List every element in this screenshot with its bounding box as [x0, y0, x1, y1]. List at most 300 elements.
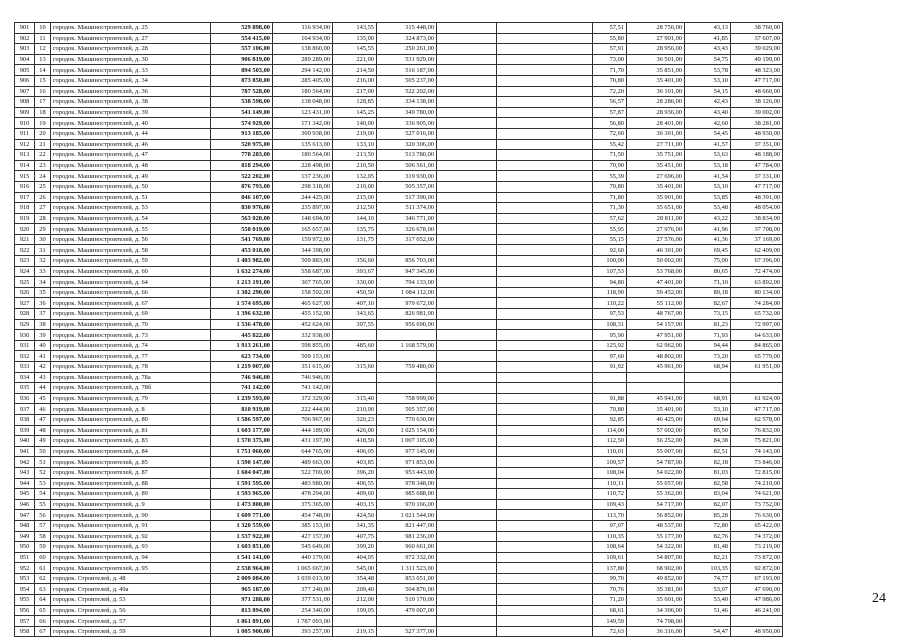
- cell-area: 219,00: [333, 128, 377, 139]
- cell-area-share: 71,10: [685, 277, 731, 288]
- cell-total-cost: 1 591 595,00: [211, 478, 273, 489]
- cell-extra-col-2: [497, 425, 593, 436]
- cell-area: 320,23: [333, 414, 377, 425]
- cell-item-number: 58: [35, 531, 51, 542]
- cell-rate: [593, 372, 627, 383]
- cell-amount: 56 852,00: [627, 510, 685, 521]
- cell-area: 450,50: [333, 287, 377, 298]
- cell-cost-part-1: 244 425,00: [273, 192, 333, 203]
- cell-item-number: 10: [35, 23, 51, 34]
- cell-item-number: 57: [35, 520, 51, 531]
- cell-area-share: 53,78: [685, 65, 731, 76]
- table-row: [15, 478, 783, 489]
- cell-share-amount: 48 188,00: [731, 150, 783, 161]
- table-row: [15, 54, 783, 65]
- cell-row-index: 929: [15, 319, 35, 330]
- cell-cost-part-2: 1 021 544,00: [377, 510, 437, 521]
- cell-item-number: 38: [35, 319, 51, 330]
- cell-amount: 54 717,00: [627, 499, 685, 510]
- cell-amount: 48 767,00: [627, 309, 685, 320]
- cell-extra-col-2: [497, 139, 593, 150]
- cell-share-amount: 48 660,00: [731, 86, 783, 97]
- cell-extra-col-1: [437, 33, 497, 44]
- cell-area-share: 54,45: [685, 128, 731, 139]
- cell-share-amount: 47 717,00: [731, 404, 783, 415]
- table-row: [15, 298, 783, 309]
- cell-share-amount: 37 607,00: [731, 33, 783, 44]
- cell-extra-col-1: [437, 383, 497, 394]
- cell-amount: 48 802,00: [627, 351, 685, 362]
- table-row: [15, 457, 783, 468]
- table-row: [15, 626, 783, 637]
- cell-row-index: 956: [15, 605, 35, 616]
- table-row: [15, 414, 783, 425]
- cell-cost-part-1: 558 687,00: [273, 266, 333, 277]
- cell-area: 397,55: [333, 319, 377, 330]
- cell-area: 212,50: [333, 203, 377, 214]
- cell-address: городок. Машиностроителей, д. 93: [51, 542, 211, 553]
- table-row: [15, 436, 783, 447]
- cell-cost-part-2: 971 853,00: [377, 457, 437, 468]
- cell-row-index: 939: [15, 425, 35, 436]
- cell-extra-col-1: [437, 563, 497, 574]
- cell-amount: 28 401,00: [627, 118, 685, 129]
- cell-amount: 54 022,00: [627, 467, 685, 478]
- cell-extra-col-1: [437, 340, 497, 351]
- cell-total-cost: 1 396 632,00: [211, 309, 273, 320]
- cell-row-index: 924: [15, 266, 35, 277]
- cell-area-share: 53,07: [685, 584, 731, 595]
- cell-extra-col-1: [437, 118, 497, 129]
- cell-item-number: 21: [35, 139, 51, 150]
- cell-total-cost: 2 009 084,00: [211, 573, 273, 584]
- cell-extra-col-1: [437, 616, 497, 627]
- cell-total-cost: 541 769,00: [211, 234, 273, 245]
- cell-total-cost: 1 604 047,00: [211, 467, 273, 478]
- cell-amount: 27 901,00: [627, 33, 685, 44]
- cell-rate: 149,59: [593, 616, 627, 627]
- cell-address: городок. Машиностроителей, д. 67: [51, 298, 211, 309]
- cell-amount: 36 301,00: [627, 128, 685, 139]
- cell-address: городок. Строителей, д. 49а: [51, 584, 211, 595]
- cell-cost-part-2: 794 133,00: [377, 277, 437, 288]
- cell-amount: 59 452,00: [627, 287, 685, 298]
- cell-row-index: 916: [15, 181, 35, 192]
- cell-item-number: 50: [35, 446, 51, 457]
- cell-area-share: [685, 383, 731, 394]
- cell-share-amount: 48 930,00: [731, 128, 783, 139]
- cell-cost-part-2: [377, 245, 437, 256]
- cell-extra-col-1: [437, 44, 497, 55]
- cell-item-number: 34: [35, 277, 51, 288]
- cell-cost-part-1: 222 444,00: [273, 404, 333, 415]
- cell-address: городок. Машиностроителей, д. 27: [51, 33, 211, 44]
- cell-row-index: 918: [15, 203, 35, 214]
- cell-share-amount: 76 832,00: [731, 425, 783, 436]
- cell-total-cost: 873 850,00: [211, 75, 273, 86]
- cell-area: 213,50: [333, 150, 377, 161]
- cell-extra-col-1: [437, 478, 497, 489]
- cell-amount: 34 306,00: [627, 605, 685, 616]
- cell-cost-part-1: 741 142,00: [273, 383, 333, 394]
- cell-cost-part-1: 1 787 093,00: [273, 616, 333, 627]
- cell-extra-col-2: [497, 478, 593, 489]
- cell-total-cost: 1 239 593,00: [211, 393, 273, 404]
- cell-row-index: 903: [15, 44, 35, 55]
- cell-address: городок. Машиностроителей, д. 84: [51, 446, 211, 457]
- cell-area-share: 94,44: [685, 340, 731, 351]
- cell-row-index: 932: [15, 351, 35, 362]
- table-row: [15, 181, 783, 192]
- cell-extra-col-2: [497, 234, 593, 245]
- cell-share-amount: 65 422,00: [731, 520, 783, 531]
- cell-extra-col-2: [497, 383, 593, 394]
- cell-extra-col-2: [497, 213, 593, 224]
- cell-total-cost: 520 975,00: [211, 139, 273, 150]
- cell-share-amount: 38 834,00: [731, 213, 783, 224]
- cell-address: городок. Машиностроителей, д. 58: [51, 245, 211, 256]
- cell-address: городок. Машиностроителей, д. 30: [51, 54, 211, 65]
- cell-share-amount: 74 372,00: [731, 531, 783, 542]
- cell-address: городок. Машиностроителей, д. 80: [51, 414, 211, 425]
- cell-total-cost: 876 793,00: [211, 181, 273, 192]
- cell-row-index: 954: [15, 584, 35, 595]
- cell-item-number: 61: [35, 563, 51, 574]
- cell-cost-part-2: 1 084 112,00: [377, 287, 437, 298]
- cell-rate: 109,57: [593, 457, 627, 468]
- cell-area: [333, 245, 377, 256]
- cell-cost-part-2: 978 348,00: [377, 478, 437, 489]
- cell-area-share: 85,28: [685, 510, 731, 521]
- cell-rate: 99,70: [593, 573, 627, 584]
- cell-extra-col-1: [437, 626, 497, 637]
- cell-total-cost: 1 913 261,00: [211, 340, 273, 351]
- cell-area: [333, 330, 377, 341]
- cell-area: [333, 383, 377, 394]
- cell-total-cost: 1 751 060,00: [211, 446, 273, 457]
- cell-item-number: 12: [35, 44, 51, 55]
- cell-cost-part-1: 509 883,00: [273, 256, 333, 267]
- cell-share-amount: 65 732,00: [731, 309, 783, 320]
- cell-total-cost: 538 598,00: [211, 97, 273, 108]
- cell-cost-part-2: 504 876,00: [377, 584, 437, 595]
- cell-cost-part-2: 960 661,00: [377, 542, 437, 553]
- cell-amount: 50 002,00: [627, 256, 685, 267]
- cell-cost-part-2: 479 007,00: [377, 605, 437, 616]
- cell-cost-part-2: 947 345,00: [377, 266, 437, 277]
- cell-row-index: 936: [15, 393, 35, 404]
- cell-cost-part-1: 377 531,00: [273, 595, 333, 606]
- cell-extra-col-2: [497, 128, 593, 139]
- cell-item-number: 51: [35, 457, 51, 468]
- cell-cost-part-2: 826 981,00: [377, 309, 437, 320]
- table-row: [15, 97, 783, 108]
- cell-extra-col-1: [437, 128, 497, 139]
- cell-extra-col-1: [437, 298, 497, 309]
- cell-item-number: 35: [35, 287, 51, 298]
- cell-share-amount: 47 717,00: [731, 181, 783, 192]
- cell-rate: 97,53: [593, 309, 627, 320]
- cell-rate: 57,51: [593, 23, 627, 34]
- cell-cost-part-1: 483 980,00: [273, 478, 333, 489]
- cell-cost-part-2: 510 170,00: [377, 595, 437, 606]
- cell-area: 343,65: [333, 309, 377, 320]
- table-row: [15, 107, 783, 118]
- table-row: [15, 563, 783, 574]
- cell-address: городок. Машиностроителей, д. 78а: [51, 372, 211, 383]
- table-row: [15, 446, 783, 457]
- cell-area-share: 43,13: [685, 23, 731, 34]
- cell-extra-col-1: [437, 245, 497, 256]
- cell-amount: 54 807,00: [627, 552, 685, 563]
- cell-extra-col-2: [497, 573, 593, 584]
- cell-area-share: 69,45: [685, 245, 731, 256]
- cell-address: городок. Машиностроителей, д. 64: [51, 277, 211, 288]
- cell-cost-part-2: 349 780,00: [377, 107, 437, 118]
- cell-item-number: 14: [35, 65, 51, 76]
- cell-item-number: 25: [35, 181, 51, 192]
- cell-area-share: 41,96: [685, 224, 731, 235]
- cell-rate: 110,22: [593, 298, 627, 309]
- cell-row-index: 926: [15, 287, 35, 298]
- cell-amount: 27 976,00: [627, 224, 685, 235]
- cell-amount: 35 451,00: [627, 160, 685, 171]
- cell-total-cost: 1 541 141,00: [211, 552, 273, 563]
- cell-address: городок. Машиностроителей, д. 54: [51, 213, 211, 224]
- cell-extra-col-1: [437, 446, 497, 457]
- cell-extra-col-1: [437, 213, 497, 224]
- cell-cost-part-1: 393 257,00: [273, 626, 333, 637]
- cell-address: городок. Машиностроителей, д. 88: [51, 478, 211, 489]
- cell-rate: 71,80: [593, 192, 627, 203]
- cell-item-number: 49: [35, 436, 51, 447]
- cell-cost-part-1: 135 613,00: [273, 139, 333, 150]
- cell-area: 407,75: [333, 531, 377, 542]
- cell-area: 424,50: [333, 510, 377, 521]
- cell-share-amount: 38 281,00: [731, 118, 783, 129]
- cell-extra-col-1: [437, 552, 497, 563]
- cell-amount: 48 537,00: [627, 520, 685, 531]
- cell-cost-part-1: 465 627,00: [273, 298, 333, 309]
- cell-row-index: 901: [15, 23, 35, 34]
- cell-amount: 62 962,00: [627, 340, 685, 351]
- cell-rate: 108,04: [593, 467, 627, 478]
- cell-extra-col-2: [497, 266, 593, 277]
- cell-rate: 73,00: [593, 54, 627, 65]
- cell-item-number: 44: [35, 383, 51, 394]
- cell-area-share: 54,47: [685, 626, 731, 637]
- cell-extra-col-2: [497, 54, 593, 65]
- cell-address: городок. Машиностроителей, д. 44: [51, 128, 211, 139]
- cell-amount: 35 601,00: [627, 595, 685, 606]
- cell-cost-part-1: 235 897,00: [273, 203, 333, 214]
- cell-cost-part-1: 307 765,00: [273, 277, 333, 288]
- cell-cost-part-1: 375 365,00: [273, 499, 333, 510]
- cell-item-number: 56: [35, 510, 51, 521]
- cell-rate: 137,80: [593, 563, 627, 574]
- cell-area-share: 89,18: [685, 287, 731, 298]
- cell-item-number: 31: [35, 245, 51, 256]
- cell-row-index: 923: [15, 256, 35, 267]
- cell-area: 209,40: [333, 584, 377, 595]
- cell-area-share: 73,20: [685, 351, 731, 362]
- cell-item-number: 23: [35, 160, 51, 171]
- cell-area-share: 83,04: [685, 489, 731, 500]
- cell-area: 199,05: [333, 605, 377, 616]
- cell-extra-col-2: [497, 287, 593, 298]
- cell-row-index: 937: [15, 404, 35, 415]
- cell-share-amount: [731, 616, 783, 627]
- cell-cost-part-2: 1 025 154,00: [377, 425, 437, 436]
- table-row: [15, 351, 783, 362]
- cell-extra-col-2: [497, 499, 593, 510]
- cell-row-index: 920: [15, 224, 35, 235]
- cell-cost-part-1: 332 938,00: [273, 330, 333, 341]
- cell-amount: 36 501,00: [627, 54, 685, 65]
- cell-cost-part-1: 148 694,00: [273, 213, 333, 224]
- cell-address: городок. Машиностроителей, д. 56: [51, 234, 211, 245]
- cell-rate: 72,63: [593, 626, 627, 637]
- cell-row-index: 942: [15, 457, 35, 468]
- cell-amount: 27 696,00: [627, 171, 685, 182]
- cell-cost-part-2: 326 678,00: [377, 224, 437, 235]
- cell-rate: 70,80: [593, 75, 627, 86]
- cell-extra-col-2: [497, 277, 593, 288]
- cell-extra-col-2: [497, 457, 593, 468]
- cell-total-cost: 623 734,00: [211, 351, 273, 362]
- cell-cost-part-2: 527 377,00: [377, 626, 437, 637]
- table-row: [15, 552, 783, 563]
- cell-area: [333, 372, 377, 383]
- cell-address: городок. Строителей, д. 59: [51, 626, 211, 637]
- cell-item-number: 37: [35, 309, 51, 320]
- table-row: [15, 287, 783, 298]
- table-row: [15, 393, 783, 404]
- cell-item-number: 22: [35, 150, 51, 161]
- cell-cost-part-2: 505 357,00: [377, 404, 437, 415]
- cell-address: городок. Машиностроителей, д. 92: [51, 531, 211, 542]
- cell-rate: 125,92: [593, 340, 627, 351]
- register-table: [14, 22, 783, 637]
- cell-rate: 109,43: [593, 499, 627, 510]
- cell-cost-part-2: 505 237,00: [377, 75, 437, 86]
- cell-area-share: 81,48: [685, 542, 731, 553]
- cell-cost-part-2: 506 561,00: [377, 160, 437, 171]
- cell-cost-part-1: 427 157,00: [273, 531, 333, 542]
- cell-cost-part-1: 377 240,00: [273, 584, 333, 595]
- cell-address: городок. Машиностроителей, д. 90: [51, 510, 211, 521]
- cell-extra-col-2: [497, 118, 593, 129]
- cell-cost-part-2: [377, 351, 437, 362]
- cell-rate: 114,00: [593, 425, 627, 436]
- cell-rate: 112,50: [593, 436, 627, 447]
- cell-address: городок. Машиностроителей, д. 74: [51, 340, 211, 351]
- table-row: [15, 245, 783, 256]
- cell-cost-part-1: 344 398,00: [273, 245, 333, 256]
- cell-rate: 91,88: [593, 393, 627, 404]
- cell-amount: 35 401,00: [627, 75, 685, 86]
- cell-area-share: 82,21: [685, 552, 731, 563]
- cell-rate: 91,92: [593, 362, 627, 373]
- cell-cost-part-2: 531 929,00: [377, 54, 437, 65]
- cell-cost-part-2: [377, 372, 437, 383]
- cell-share-amount: 62 578,00: [731, 414, 783, 425]
- cell-address: городок. Машиностроителей, д. 78б: [51, 383, 211, 394]
- table-row: [15, 584, 783, 595]
- cell-amount: 28 956,00: [627, 44, 685, 55]
- cell-row-index: 921: [15, 234, 35, 245]
- cell-area: 315,60: [333, 362, 377, 373]
- table-row: [15, 520, 783, 531]
- table-row: [15, 139, 783, 150]
- cell-extra-col-2: [497, 489, 593, 500]
- cell-total-cost: 1 213 191,00: [211, 277, 273, 288]
- cell-item-number: 67: [35, 626, 51, 637]
- cell-extra-col-1: [437, 203, 497, 214]
- cell-amount: 47 401,00: [627, 277, 685, 288]
- cell-address: городок. Строителей, д. 48: [51, 573, 211, 584]
- cell-cost-part-1: 171 342,00: [273, 118, 333, 129]
- cell-item-number: 64: [35, 595, 51, 606]
- cell-area-share: 53,63: [685, 150, 731, 161]
- cell-cost-part-1: 452 624,00: [273, 319, 333, 330]
- cell-cost-part-1: 545 649,00: [273, 542, 333, 553]
- table-row: [15, 510, 783, 521]
- cell-row-index: 912: [15, 139, 35, 150]
- cell-row-index: 902: [15, 33, 35, 44]
- cell-address: городок. Машиностроителей, д. 66: [51, 287, 211, 298]
- cell-share-amount: 76 630,00: [731, 510, 783, 521]
- cell-share-amount: 61 951,00: [731, 362, 783, 373]
- cell-area-share: 103,35: [685, 563, 731, 574]
- table-row: [15, 595, 783, 606]
- cell-address: городок. Машиностроителей, д. 38: [51, 97, 211, 108]
- cell-extra-col-2: [497, 362, 593, 373]
- cell-extra-col-2: [497, 309, 593, 320]
- cell-rate: 97,07: [593, 520, 627, 531]
- cell-amount: 54 157,00: [627, 319, 685, 330]
- cell-area-share: 84,38: [685, 436, 731, 447]
- cell-rate: 71,70: [593, 65, 627, 76]
- cell-share-amount: 73 872,00: [731, 552, 783, 563]
- cell-area: 217,00: [333, 86, 377, 97]
- cell-extra-col-1: [437, 107, 497, 118]
- cell-area-share: [685, 372, 731, 383]
- cell-item-number: 11: [35, 33, 51, 44]
- cell-cost-part-2: 336 905,00: [377, 118, 437, 129]
- cell-amount: [627, 372, 685, 383]
- cell-area-share: 53,85: [685, 192, 731, 203]
- cell-address: городок. Машиностроителей, д. 36: [51, 86, 211, 97]
- cell-rate: 113,70: [593, 510, 627, 521]
- cell-cost-part-1: 158 592,00: [273, 287, 333, 298]
- cell-total-cost: 813 894,00: [211, 605, 273, 616]
- cell-extra-col-1: [437, 404, 497, 415]
- cell-area-share: 68,91: [685, 393, 731, 404]
- cell-address: городок. Машиностроителей, д. 60: [51, 266, 211, 277]
- cell-area-share: 53,10: [685, 181, 731, 192]
- cell-area: 135,00: [333, 33, 377, 44]
- cell-area: 354,48: [333, 573, 377, 584]
- cell-amount: 35 901,00: [627, 192, 685, 203]
- cell-item-number: 40: [35, 340, 51, 351]
- cell-share-amount: 48 323,00: [731, 65, 783, 76]
- cell-amount: 27 576,00: [627, 234, 685, 245]
- table-row: [15, 319, 783, 330]
- cell-share-amount: 74 284,00: [731, 298, 783, 309]
- cell-cost-part-1: 123 431,00: [273, 107, 333, 118]
- cell-extra-col-2: [497, 340, 593, 351]
